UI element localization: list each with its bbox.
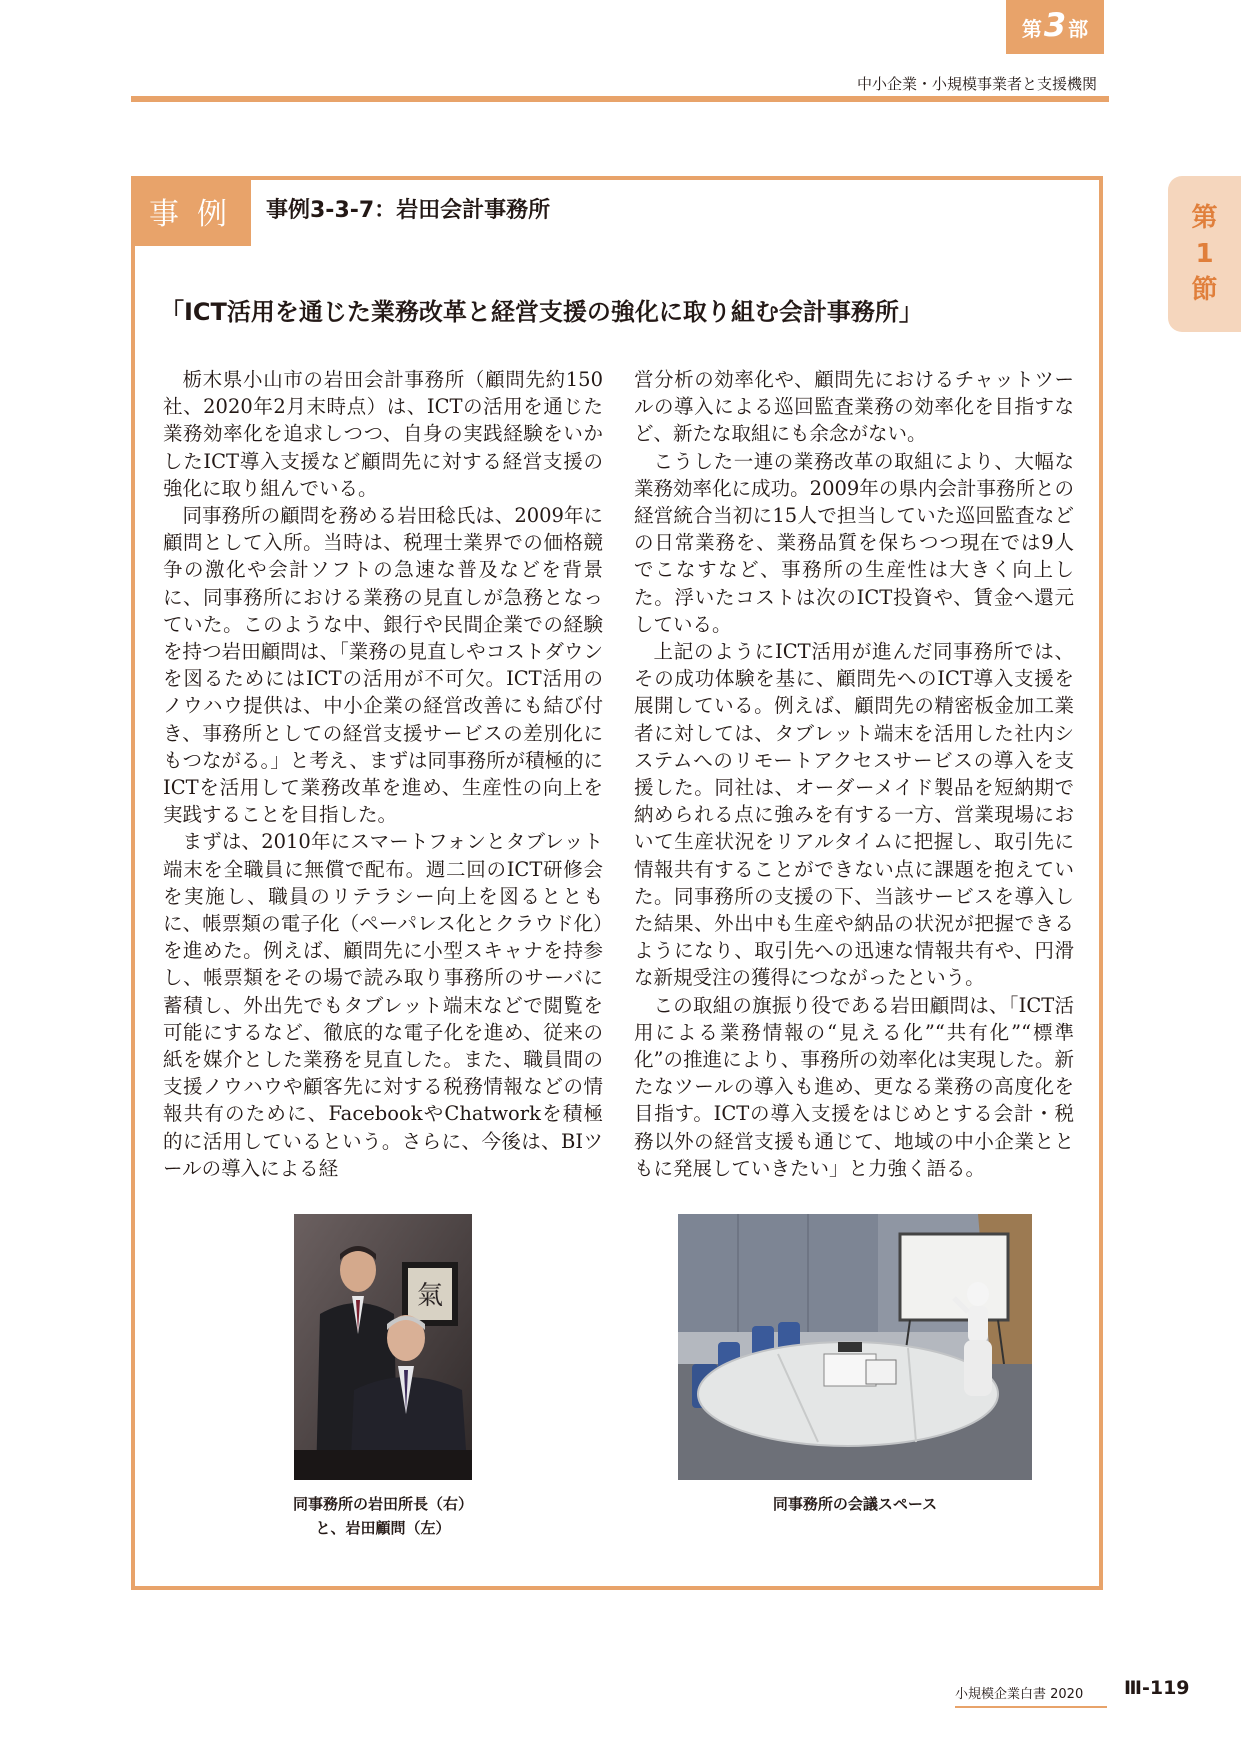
body-paragraph: こうした一連の業務改革の取組により、大幅な業務効率化に成功。2009年の県内会計事務所との経営統合当初に15人で担当していた巡回監査などの日常業務を、業務品質を保ちつつ現在では9人でこなすなど、事務所の生産性は大きく向上した。浮いたコストは次のICT投資や、賃金へ還元している。 — [634, 449, 1074, 636]
section-tab-line3: 節 — [1191, 275, 1218, 305]
section-tab-line2: 1 — [1195, 239, 1214, 269]
footer-book-title: 小規模企業白書 2020 — [955, 1687, 1084, 1702]
case-headline: 「ICT活用を通じた業務改革と経営支援の強化に取り組む会計事務所」 — [160, 298, 923, 326]
footer-rule — [955, 1706, 1107, 1708]
body-paragraph: 同事務所の顧問を務める岩田稔氏は、2009年に顧問として入所。当時は、税理士業界での価格競争の激化や会計ソフトの急速な普及などを背景に、同事務所における業務の見直しが急務となっていた。このような中、銀行や民間企業での経験を持つ岩田顧問は、「業務の見直しやコストダウンを図るためにはICTの活用が不可欠。ICT活用のノウハウ提供は、中小企業の経営改善にも結び付き、事務所としての経営支援サービスの差別化にもつながる。」と考え、まずは同事務所が積極的にICTを活用して業務改革を進め、生産性の向上を実践することを目指した。 — [163, 504, 603, 827]
header-rule — [131, 96, 1109, 102]
photo-caption-meeting-room: 同事務所の会議スペース — [772, 1495, 938, 1513]
case-label: 事例 — [131, 176, 251, 246]
part-tab — [1006, 0, 1104, 54]
body-paragraph: 栃木県小山市の岩田会計事務所（顧問先約150社、2020年2月末時点）は、ICTの活用を通じた業務効率化を追求しつつ、自身の実践経験をいかしたICT導入支援など顧問先に対する経営支援の強化に取り組んでいる。 — [163, 368, 603, 500]
part-number: 3 — [1043, 6, 1067, 44]
section-tab — [1168, 176, 1241, 332]
section-tab-line1: 第 — [1191, 203, 1218, 233]
page-number: Ⅲ-119 — [1124, 1677, 1190, 1699]
photo-iwata-portrait — [294, 1214, 472, 1480]
body-paragraph: 上記のようにICT活用が進んだ同事務所では、その成功体験を基に、顧問先へのICT導入支援を展開している。例えば、顧問先の精密板金加工業者に対しては、タブレット端末を活用した社内システムへのリモートアクセスサービスの導入を支援した。同社は、オーダーメイド製品を短納期で納められる点に強みを有する一方、営業現場において生産状況をリアルタイムに把握し、取引先に情報共有することができない点に課題を抱えていた。同事務所の支援の下、当該サービスを導入した結果、外出中も生産や納品の状況が把握できるようになり、取引先への迅速な情報共有や、円滑な新規受注の獲得につながったという。 — [634, 640, 1074, 990]
body-column-right — [634, 366, 1074, 1182]
body-paragraph: この取組の旗振り役である岩田顧問は、「ICT活用による業務情報の“見える化”“共有化”“標準化”の推進により、事務所の効率化は実現した。新たなツールの導入も進め、更なる業務の高度化を目指す。ICTの導入支援をはじめとする会計・税務以外の経営支援も通じて、地域の中小企業とともに発展していきたい」と力強く語る。 — [634, 993, 1074, 1180]
photo-caption-portrait — [254, 1492, 512, 1540]
body-column-left — [163, 366, 603, 1182]
calligraphy-glyph: 氣 — [416, 1281, 444, 1311]
case-title: 事例3-3-7：岩田会計事務所 — [266, 198, 551, 223]
part-suffix: 部 — [1068, 16, 1089, 41]
body-paragraph: まずは、2010年にスマートフォンとタブレット端末を全職員に無償で配布。週二回のICT研修会を実施し、職員のリテラシー向上を図るとともに、帳票類の電子化（ペーパレス化とクラウド化）を進めた。例えば、顧問先に小型スキャナを持参し、帳票類をその場で読み取り事務所のサーバに蓄積し、外出先でもタブレット端末などで閲覧を可能にするなど、徹底的な電子化を進め、従来の紙を媒介とした業務を見直した。また、職員間の支援ノウハウや顧客先に対する税務情報などの情報共有のために、FacebookやChatworkを積極的に活用しているという。さらに、今後は、BIツールの導入による経 — [163, 830, 603, 1180]
body-paragraph-continued: 営分析の効率化や、顧問先におけるチャットツールの導入による巡回監査業務の効率化を目指すなど、新たな取組にも余念がない。 — [634, 368, 1074, 446]
photo-meeting-room — [678, 1214, 1032, 1480]
header-subtitle: 中小企業・小規模事業者と支援機関 — [856, 75, 1097, 93]
photo-caption-portrait-line2: と、岩田顧問（左） — [315, 1519, 451, 1537]
photo-caption-portrait-line1: 同事務所の岩田所長（右） — [292, 1495, 473, 1513]
part-prefix: 第 — [1021, 16, 1042, 41]
